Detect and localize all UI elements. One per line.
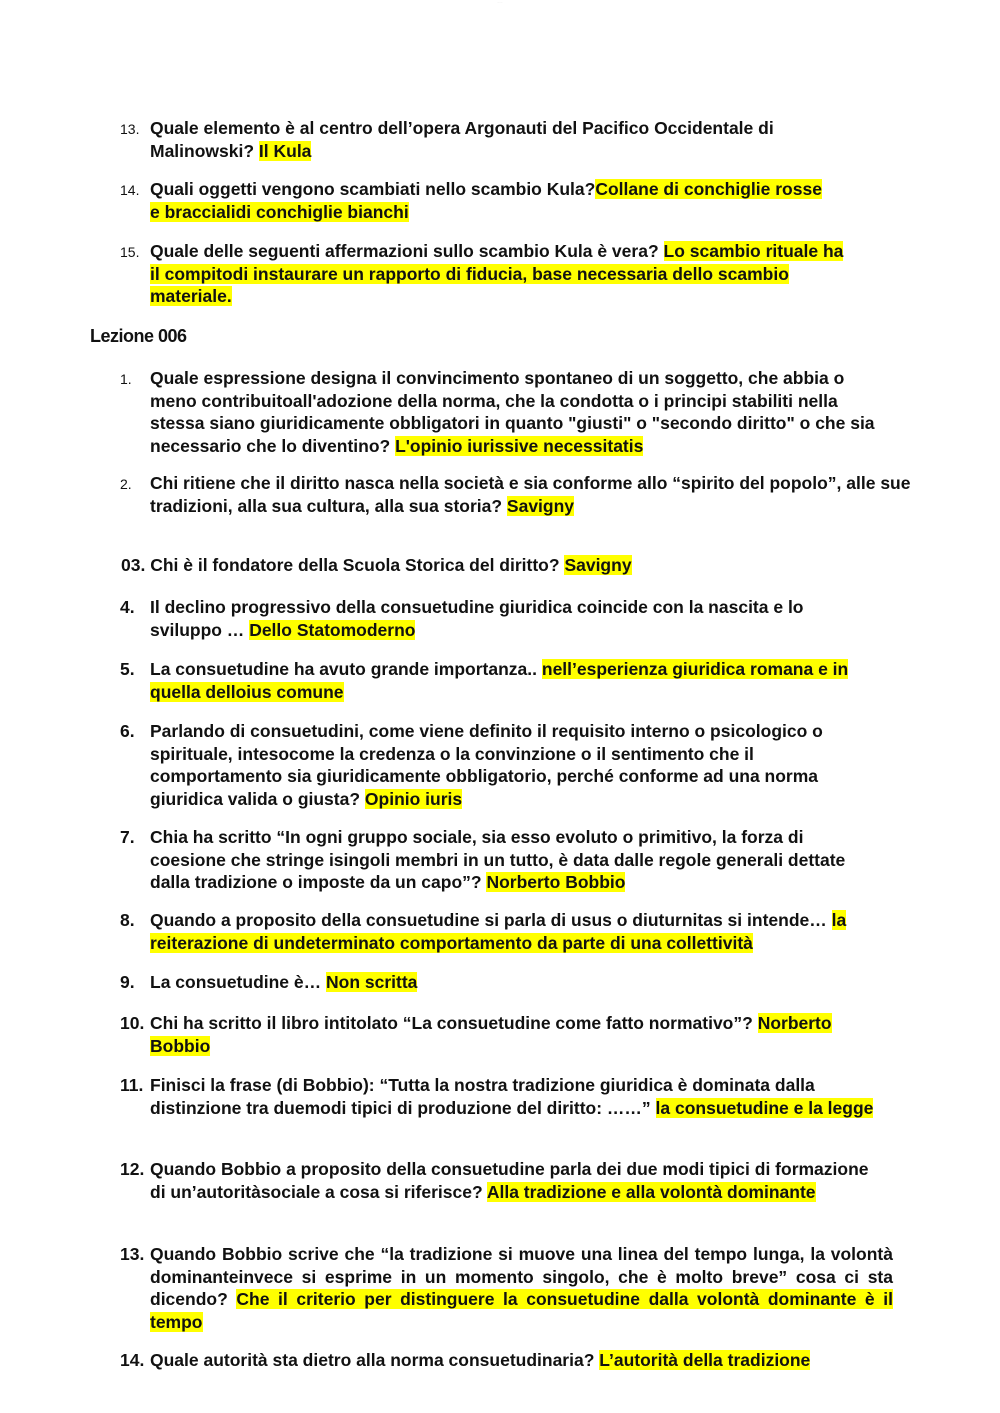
question-6 [120, 720, 875, 810]
question-text: Quando Bobbio scrive che “la tradizione si muove una linea del tempo lunga, la volontà dominanteinvece si esprime in un momento singolo, che è molto breve” cosa ci sta dicendo? [150, 1244, 893, 1309]
question-text: Quale delle seguenti affermazioni sullo scambio Kula è vera? [150, 241, 664, 261]
question-text: Finisci la frase (di Bobbio): “Tutta la nostra tradizione giuridica è dominata dalla distinzione tra duemodi tipici di produzione del diritto: ……” [150, 1075, 815, 1118]
question-text: Quale elemento è al centro dell’opera Argonauti del Pacifico Occidentale di Malinowski? [150, 118, 774, 161]
question-5 [120, 658, 880, 703]
question-number: 8. [120, 910, 135, 930]
answer-highlight: Non scritta [326, 972, 418, 992]
question-text: Quale autorità sta dietro alla norma consuetudinaria? [150, 1350, 600, 1370]
section-title: Lezione 006 [90, 326, 187, 346]
question-text: Il declino progressivo della consuetudine giuridica coincide con la nascita e lo sviluppo … [150, 597, 804, 640]
question-8 [120, 909, 895, 954]
question-13-prev [120, 117, 850, 162]
question-text: Parlando di consuetudini, come viene definito il requisito interno o psicologico o spirituale, intesocome la credenza o la convinzione o il sentimento che il comportamento sia giuridicamente obbligatorio, perché conforme ad una norma giuridica valida o giusta? [150, 721, 823, 809]
question-14-prev [120, 178, 830, 223]
question-number: 14. [120, 1350, 145, 1370]
question-14 [120, 1349, 910, 1372]
question-number: 4. [120, 597, 135, 617]
page-header-mark: ...... [497, 0, 503, 4]
answer-highlight: Lo scambio rituale ha il compitodi instaurare un rapporto di fiducia, base necessaria dello scambio materiale. [150, 241, 844, 306]
answer-highlight: Norberto Bobbio [150, 1013, 832, 1056]
answer-highlight: Opinio iuris [364, 788, 463, 809]
question-15-prev [120, 240, 850, 308]
answer-highlight: Alla tradizione e alla volontà dominante [486, 1181, 816, 1202]
answer-highlight: la reiterazione di undeterminato comportamento da parte di una collettività [150, 910, 847, 953]
question-text: Chia ha scritto “In ogni gruppo sociale, sia esso evoluto o primitivo, la forza di coesione che stringe isingoli membri in un tutto, è data dalle regole generali dettate dalla tradizione o imposte da un capo”? [150, 827, 846, 892]
answer-highlight: Il Kula [258, 140, 312, 161]
question-text-line2: tradizioni, alla sua cultura, alla sua storia? [150, 495, 507, 516]
question-text-line1: Chi ritiene che il diritto nasca nella società e sia conforme allo “spirito del popolo”, alle sue [150, 473, 911, 493]
question-text: La consuetudine è… [150, 972, 326, 992]
question-12 [120, 1158, 880, 1203]
answer-highlight: L'opinio iurissive necessitatis [395, 435, 644, 456]
question-text: La consuetudine ha avuto grande importanza.. [150, 659, 542, 679]
question-number: 9. [120, 972, 135, 992]
question-number: 11. [120, 1075, 144, 1095]
question-4 [120, 596, 860, 641]
answer-highlight: Norberto Bobbio [486, 872, 626, 892]
question-number: 15. [120, 244, 140, 260]
question-11 [120, 1074, 875, 1119]
question-text: Quali oggetti vengono scambiati nello scambio Kula? [150, 179, 596, 199]
question-number: 14. [120, 182, 140, 198]
question-number: 7. [120, 827, 135, 847]
answer-highlight: Savigny [506, 495, 575, 516]
question-number: 2. [120, 476, 132, 492]
question-text: Chi è il fondatore della Scuola Storica del diritto? [150, 555, 565, 575]
question-7 [120, 826, 850, 894]
answer-highlight: L’autorità della tradizione [599, 1350, 811, 1370]
question-number: 13. [120, 1244, 145, 1264]
answer-highlight: Dello Statomoderno [249, 619, 416, 640]
question-9 [120, 971, 895, 994]
question-1 [120, 367, 895, 457]
question-number: 12. [120, 1159, 145, 1179]
question-text: Quando Bobbio a proposito della consuetudine parla dei due modi tipici di formazione di un’autoritàsociale a cosa si riferisce? [150, 1159, 869, 1202]
answer-highlight: Che il criterio per distinguere la consuetudine dalla volontà dominante è il tempo [150, 1289, 893, 1332]
answer-highlight: la consuetudine e la legge [655, 1097, 874, 1118]
question-number: 03. [121, 555, 146, 575]
question-number: 10. [120, 1013, 145, 1033]
question-number: 5. [120, 659, 135, 679]
question-number: 13. [120, 121, 140, 137]
question-number: 1. [120, 371, 132, 387]
question-13 [120, 1243, 893, 1333]
answer-highlight: nell’esperienza giuridica romana e in quella delloius comune [150, 659, 849, 702]
question-10 [120, 1012, 885, 1057]
question-text: Quale espressione designa il convincimento spontaneo di un soggetto, che abbia o meno contribuitoall'adozione della norma, che la condotta o i principi stabiliti nella stessa siano giuridicamente obbligatori in quanto "giusti" o "secondo diritto" o che sia necessario che lo diventino? [150, 368, 875, 456]
question-2 [120, 472, 925, 517]
question-number: 6. [120, 721, 135, 741]
question-text: Quando a proposito della consuetudine si parla di usus o diuturnitas si intende… [150, 910, 832, 930]
question-3 [121, 554, 632, 577]
answer-highlight: Collane di conchiglie rosse e braccialidi conchiglie bianchi [150, 179, 822, 222]
question-text: Chi ha scritto il libro intitolato “La consuetudine come fatto normativo”? [150, 1013, 758, 1033]
answer-highlight: Savigny [564, 555, 632, 575]
